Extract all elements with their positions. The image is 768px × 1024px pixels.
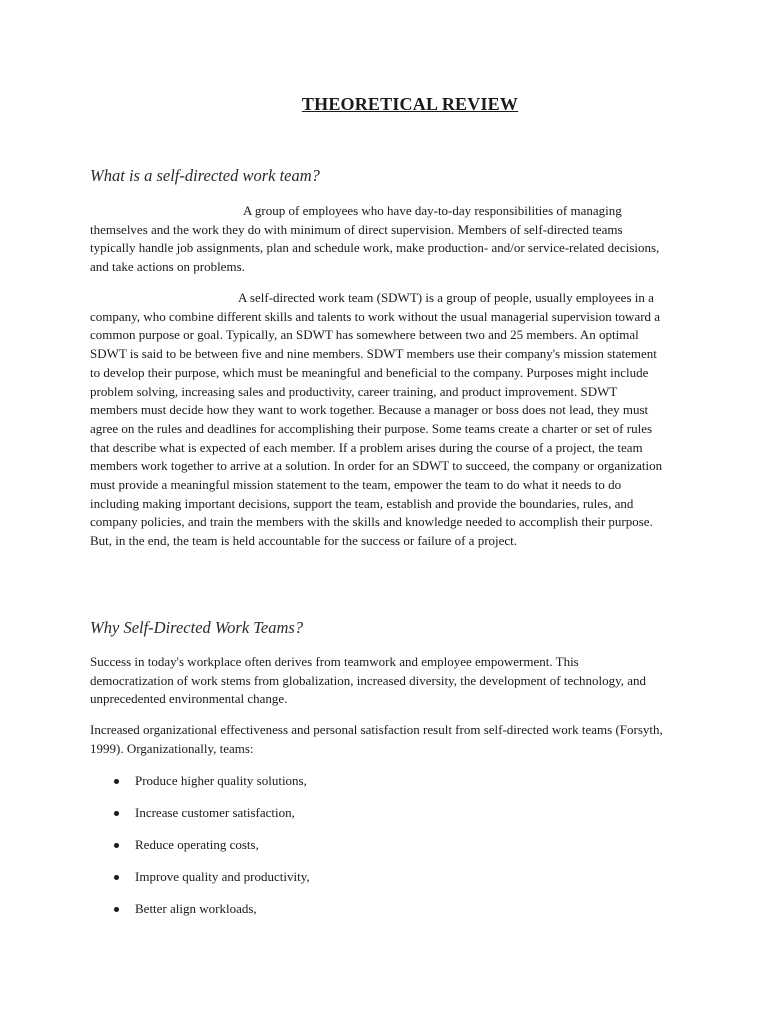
paragraph-definition: A group of employees who have day-to-day responsibilities of managing themselves and the work they do with minimum of direct supervision. Members of self-directed teams typically handle job assignments, plan and schedule work, make production- and/or service-related decisions, and take actions on problems. xyxy=(90,203,660,275)
benefits-list xyxy=(90,771,310,931)
list-item xyxy=(90,835,310,867)
list-item-text: Reduce operating costs, xyxy=(135,837,259,852)
list-item-text: Increase customer satisfaction, xyxy=(135,805,295,820)
section-heading-why-sdwt: Why Self-Directed Work Teams? xyxy=(90,618,304,637)
bullet-icon xyxy=(114,907,119,912)
paragraph-workplace-success: Success in today's workplace often derives from teamwork and employee empowerment. This democratization of work stems from globalization, increased diversity, the development of technology, and unprecedented environmental change. xyxy=(90,654,647,707)
list-item xyxy=(90,899,310,931)
list-item xyxy=(90,803,310,835)
document-title: THEORETICAL REVIEW xyxy=(301,94,519,114)
paragraph-sdwt-description: A self-directed work team (SDWT) is a group of people, usually employees in a company, who combine different skills and talents to work without the usual managerial supervision toward a common purpose or goal. Typically, an SDWT has somewhere between two and 25 members. An optimal SDWT is said to be between five and nine members. SDWT members use their company's mission statement to develop their purpose, which must be meaningful and beneficial to the company. Purposes might include problem solving, increasing sales and productivity, career training, and product improvement. SDWT members must decide how they want to work together. Because a manager or boss does not lead, they must agree on the rules and deadlines for accomplishing their purpose. Some teams create a charter or set of rules that describe what is expected of each member. If a problem arises during the course of a project, the team members work together to arrive at a solution. In order for an SDWT to succeed, the company or organization must provide a meaningful mission statement to the team, empower the team to do what it needs to do including making important decisions, support the team, establish and provide the boundaries, rules, and company policies, and train the members with the skills and knowledge needed to accomplish their purpose. But, in the end, the team is held accountable for the success or failure of a project. xyxy=(90,290,663,549)
list-item-text: Produce higher quality solutions, xyxy=(135,773,307,788)
section-heading-what-is-sdwt: What is a self-directed work team? xyxy=(90,166,320,185)
list-item-text: Better align workloads, xyxy=(135,901,257,916)
paragraph-organizational-effectiveness: Increased organizational effectiveness and personal satisfaction result from self-directed work teams (Forsyth, 1999). Organizationally, teams: xyxy=(90,722,663,756)
list-item xyxy=(90,867,310,899)
bullet-icon xyxy=(114,843,119,848)
bullet-icon xyxy=(114,811,119,816)
bullet-icon xyxy=(114,779,119,784)
bullet-icon xyxy=(114,875,119,880)
list-item-text: Improve quality and productivity, xyxy=(135,869,310,884)
list-item xyxy=(90,771,310,803)
